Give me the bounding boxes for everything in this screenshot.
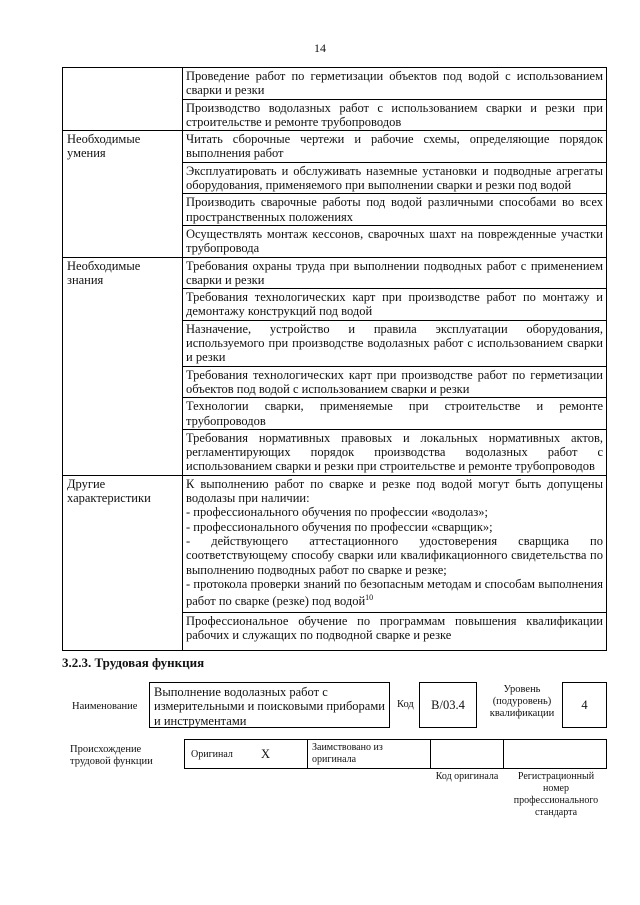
row-label-skills: Необходимые умения xyxy=(63,131,183,257)
borrowed-label: Заимствовано из оригинала xyxy=(312,742,383,765)
divider xyxy=(307,739,308,769)
row-label-other: Другие характеристики xyxy=(63,475,183,650)
section-heading: 3.2.3. Трудовая функция xyxy=(62,655,205,670)
page-number: 14 xyxy=(314,41,326,55)
table-cell: Технологии сварки, применяемые при строительстве и ремонте трубопроводов xyxy=(183,398,607,430)
other-intro: К выполнению работ по сварке и резке под водой могут быть допущены водолазы при наличии: xyxy=(186,476,603,506)
row-label-knowledge: Необходимые знания xyxy=(63,257,183,475)
other-bullet: - профессионального обучения по профессии «водолаз»; xyxy=(186,505,489,520)
other-bullet: - профессионального обучения по профессии «сварщик»; xyxy=(186,519,493,534)
table-row xyxy=(63,257,607,289)
origin-code-caption: Код оригинала xyxy=(435,771,499,782)
table-cell: Требования технологических карт при производстве работ по герметизации объектов под водой с использованием сварки и резки xyxy=(183,366,607,398)
table-row xyxy=(63,68,607,100)
original-label: Оригинал xyxy=(191,749,233,760)
reg-number-caption: Регистрационный номер профессионального стандарта xyxy=(513,771,599,818)
table-cell: Производство водолазных работ с использованием сварки и резки при строительстве и ремонте трубопроводов xyxy=(183,99,607,131)
table-cell: Назначение, устройство и правила эксплуатации оборудования, используемого при производстве водолазных работ с использованием сварки и резки xyxy=(183,320,607,366)
other-characteristics-cell xyxy=(183,475,607,612)
origin-label: Происхождение трудовой функции xyxy=(70,744,153,767)
other-bullet: - действующего аттестационного удостоверения сварщика по соответствующему способу сварки или квалификационного свидетельства по выполнению подводных работ по сварке и резке; xyxy=(186,533,603,577)
row-label xyxy=(63,68,183,131)
code-box: B/03.4 xyxy=(419,682,477,728)
code-label: Код xyxy=(397,699,414,710)
other-bullet-text: - протокола проверки знаний по безопасным методам и способам выполнения работ по сварке (резке) под водой xyxy=(186,576,603,609)
table-cell: Требования нормативных правовых и локальных нормативных актов, регламентирующих порядок производства водолазных работ с использованием сварки и резки при строительстве и ремонте трубопроводов xyxy=(183,429,607,475)
table-cell: Эксплуатировать и обслуживать наземные установки и подводные агрегаты оборудования, применяемого при выполнении сварки и резки под водой xyxy=(183,162,607,194)
table-cell: Производить сварочные работы под водой различными способами во всех пространственных положениях xyxy=(183,194,607,226)
table-row xyxy=(63,475,607,612)
competency-table xyxy=(62,67,607,651)
table-row xyxy=(63,131,607,163)
table-cell: Читать сборочные чертежи и рабочие схемы, определяющие порядок выполнения работ xyxy=(183,131,607,163)
original-mark: X xyxy=(261,747,271,761)
divider xyxy=(430,739,431,769)
origin-table xyxy=(184,739,607,769)
level-label: Уровень (подуровень) квалификации xyxy=(489,684,555,719)
divider xyxy=(503,739,504,769)
table-cell: Осуществлять монтаж кессонов, сварочных шахт на поврежденные участки трубопровода xyxy=(183,225,607,257)
table-cell: Проведение работ по герметизации объектов под водой с использованием сварки и резки xyxy=(183,68,607,100)
table-cell: Требования технологических карт при производстве работ по монтажу и демонтажу конструкций под водой xyxy=(183,289,607,321)
level-box: 4 xyxy=(562,682,607,728)
table-cell: Профессиональное обучение по программам повышения квалификации рабочих и служащих по подводной сварке и резке xyxy=(183,612,607,651)
function-name-box: Выполнение водолазных работ с измерительными и поисковыми приборами и инструментами xyxy=(149,682,390,728)
table-cell: Требования охраны труда при выполнении подводных работ с применением сварки и резки xyxy=(183,257,607,289)
other-bullet xyxy=(186,577,603,609)
name-label: Наименование xyxy=(72,701,138,712)
footnote-ref: 10 xyxy=(365,593,374,603)
